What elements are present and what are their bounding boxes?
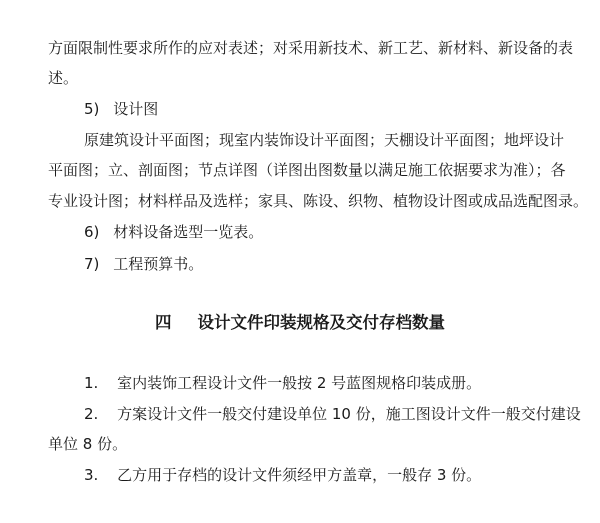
item-number: 1.	[84, 374, 99, 392]
section-heading	[0, 312, 600, 334]
item-number: 6)	[84, 223, 100, 241]
item5-body-line-1: 原建筑设计平面图；现室内装饰设计平面图；天棚设计平面图；地坪设计	[84, 131, 565, 149]
list-item-2	[0, 404, 600, 424]
item5-body-line-3: 专业设计图；材料样品及选样；家具、陈设、织物、植物设计图或成品选配图录。	[48, 192, 589, 210]
item-text: 方案设计文件一般交付建设单位 10 份，施工图设计文件一般交付建设	[117, 405, 581, 423]
continuation-line-2: 述。	[48, 69, 79, 87]
section-title: 设计文件印装规格及交付存档数量	[197, 313, 445, 332]
list-item-3	[0, 465, 600, 485]
list-item-1	[0, 373, 600, 393]
item5-body-line-2: 平面图；立、剖面图；节点详图（详图出图数量以满足施工依据要求为准）；各	[48, 161, 566, 179]
list-item-7	[0, 254, 600, 274]
list-item-5	[0, 99, 600, 119]
list-item-2-continuation: 单位 8 份。	[48, 435, 128, 453]
section-number: 四	[155, 313, 172, 332]
list-item-6	[0, 222, 600, 242]
item-number: 5)	[84, 100, 100, 118]
item-number: 2.	[84, 405, 99, 423]
item-label: 设计图	[113, 100, 159, 118]
item-label: 工程预算书。	[113, 255, 204, 273]
item-number: 3.	[84, 466, 99, 484]
continuation-line-1: 方面限制性要求所作的应对表述；对采用新技术、新工艺、新材料、新设备的表	[48, 39, 574, 57]
item-text: 室内装饰工程设计文件一般按 2 号蓝图规格印装成册。	[117, 374, 482, 392]
item-label: 材料设备选型一览表。	[113, 223, 264, 241]
item-text: 乙方用于存档的设计文件须经甲方盖章，一般存 3 份。	[117, 466, 482, 484]
item-number: 7)	[84, 255, 100, 273]
